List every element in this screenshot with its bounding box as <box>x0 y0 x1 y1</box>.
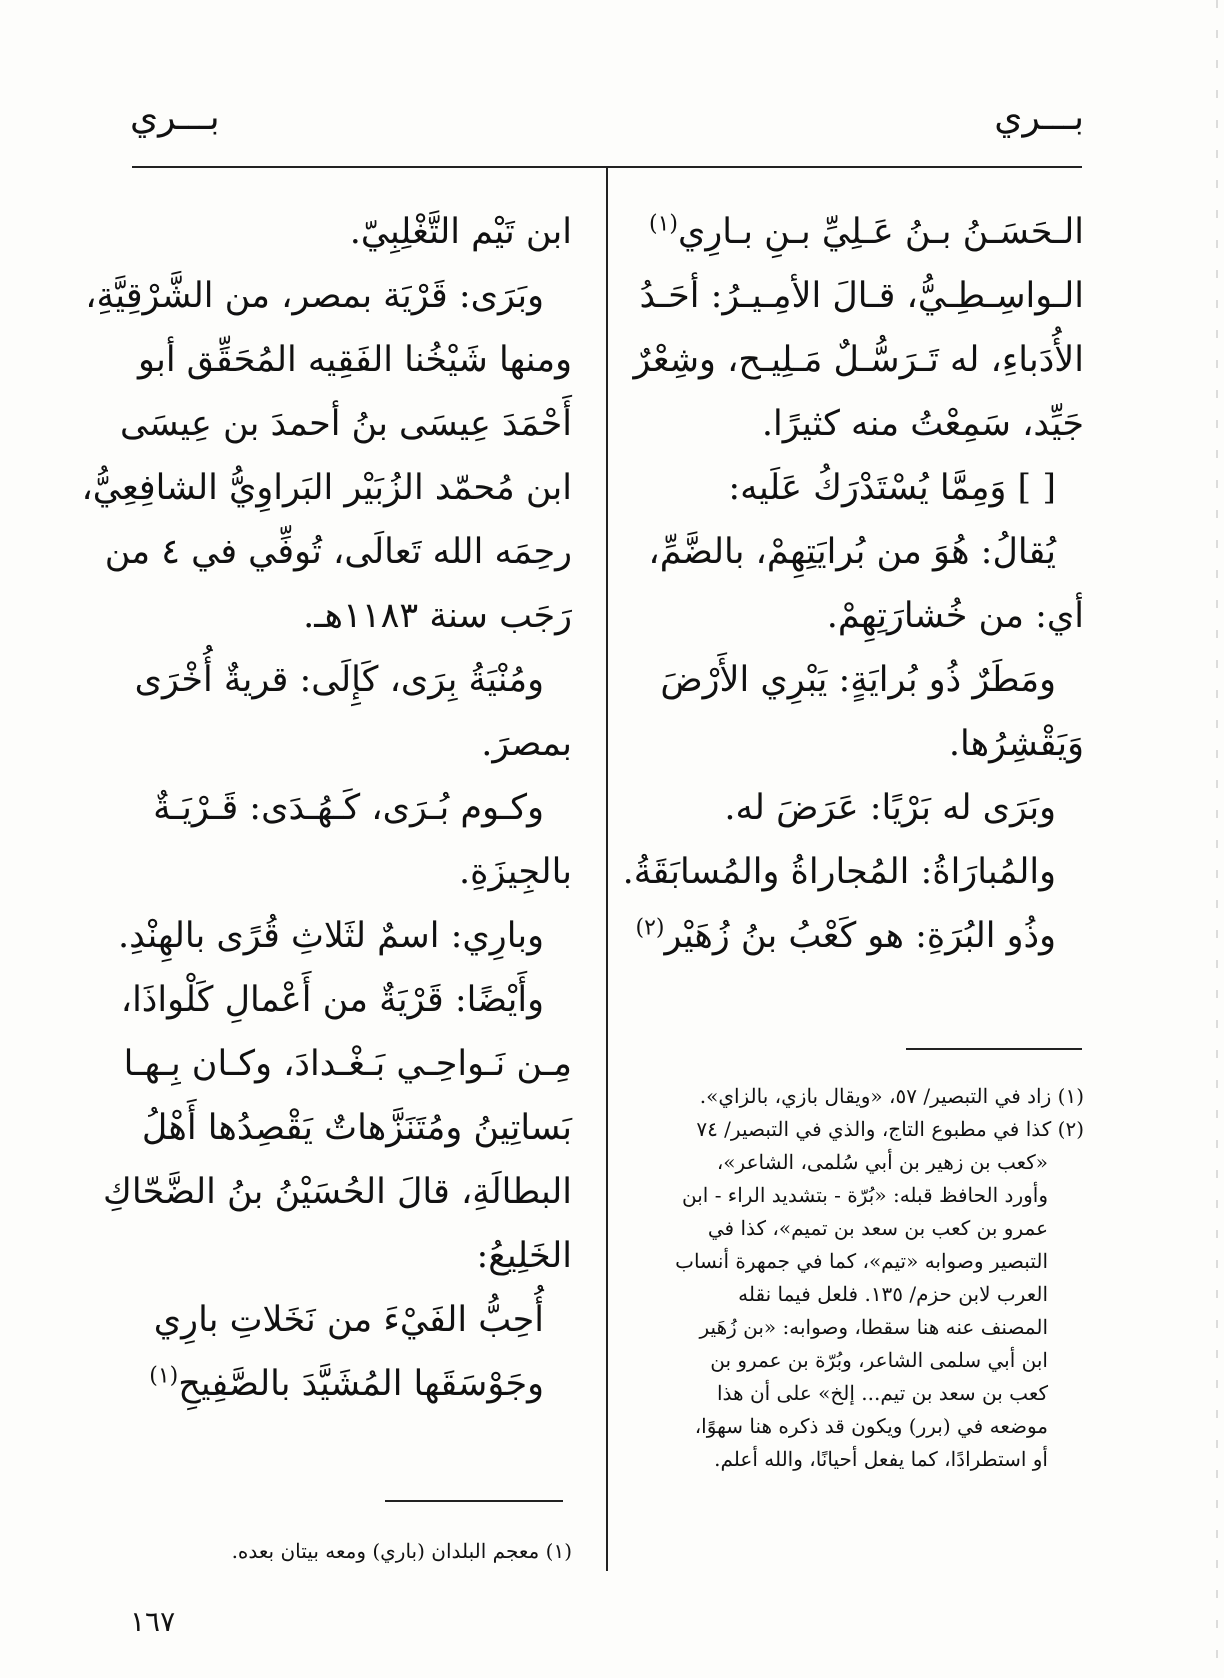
footnote-rule-left <box>385 1500 563 1502</box>
text-line: ومَطَرٌ ذُو بُرايَةٍ: يَبْرِي الأَرْضَ <box>660 660 1056 700</box>
text-line: وكـوم بُـرَى، كَـهُـدَى: قَـرْيَـةٌ <box>153 788 544 828</box>
footnote-line: «كعب بن زهير بن أبي سُلمى، الشاعر»، <box>716 1150 1048 1174</box>
footnote-line: وأورد الحافظ قبله: «بُرّة - بتشديد الراء - ابن <box>681 1183 1048 1207</box>
footnote-line: ابن أبي سلمى الشاعر، وبُرّة بن عمرو بن <box>710 1348 1048 1372</box>
text-line: البطالَةِ، قالَ الحُسَيْنُ بنُ الضَّحّاكِ <box>102 1172 572 1212</box>
footnote-line: عمرو بن كعب بن سعد بن تميم»، كذا في <box>707 1216 1048 1240</box>
text-line: وأَيْضًا: قَرْيَةٌ من أَعْمالِ كَلْواذَا، <box>120 980 544 1020</box>
footnote-line: كعب بن سعد بن تيم... إلخ» على أن هذا <box>716 1381 1048 1405</box>
left-footnotes <box>132 1535 572 1568</box>
text-line: ومُنْيَةُ بِرَى، كَإِلَى: قريةٌ أُخْرَى <box>134 660 544 700</box>
left-column <box>81 200 572 1416</box>
footnote-mark: (٢) <box>635 915 665 941</box>
text-line: وَيَقْشِرُها. <box>948 724 1084 764</box>
column-divider <box>606 166 608 1571</box>
verse-line: أُحِبُّ الفَيْءَ من نَخَلاتِ بارِي <box>153 1300 544 1340</box>
footnote-line: موضعه في (برر) ويكون قد ذكره هنا سهوًا، <box>694 1414 1048 1438</box>
text-line: وبَرَى له بَرْيًا: عَرَضَ له. <box>724 788 1056 828</box>
text-line: ابن تَيْم التَّغْلِبِيّ. <box>349 212 572 252</box>
right-footnotes <box>654 1080 1084 1476</box>
text-line: أَحْمَدَ عِيسَى بنُ أحمدَ بن عِيسَى <box>119 404 572 444</box>
text-line: [ ] وَمِمَّا يُسْتَدْرَكُ عَلَيه: <box>728 468 1056 508</box>
page-edge-marks <box>1216 0 1218 1678</box>
footnote-mark: (١) <box>648 211 678 237</box>
text-line: ومنها شَيْخُنا الفَقِيه المُحَقِّق أبو <box>138 340 572 380</box>
text-line: وبارِي: اسمٌ لثَلاثِ قُرًى بالهِنْدِ. <box>118 916 544 956</box>
text-line: الـواسِـطِـيُّ، قـالَ الأمِـيـرُ: أحَـدُ <box>639 276 1084 316</box>
footnote-line: العرب لابن حزم/ ١٣٥. فلعل فيما نقله <box>738 1282 1048 1306</box>
footnote-line: (١) معجم البلدان (باري) ومعه بيتان بعده. <box>231 1539 572 1563</box>
text-line: ابن مُحمّد الزُبَيْر البَراوِيُّ الشافِعِيُّ، <box>81 468 572 508</box>
page-number: ١٦٧ <box>130 1605 176 1638</box>
text-line: مِـن نَـواحِـي بَـغْـدادَ، وكـان بِـهـا <box>123 1044 572 1084</box>
text-line: جَيِّد، سَمِعْتُ منه كثيرًا. <box>761 404 1084 444</box>
text-line: بالجِيزَةِ. <box>459 852 572 892</box>
text-line: وبَرَى: قَرْيَة بمصر، من الشَّرْقِيَّةِ، <box>85 276 544 316</box>
text-line: بمصرَ. <box>481 724 572 764</box>
footnote-line: (١) زاد في التبصير/ ٥٧، «ويقال بازي، بالزاي». <box>699 1084 1084 1108</box>
footnote-rule-right <box>906 1048 1082 1050</box>
right-column <box>622 200 1084 968</box>
text-line: الخَلِيعُ: <box>476 1236 572 1276</box>
footnote-mark: (١) <box>149 1363 179 1389</box>
text-line: رَجَب سنة ١١٨٣هـ. <box>303 596 572 636</box>
text-line: أي: من خُشارَتِهِمْ. <box>826 596 1084 636</box>
text-line: والمُبارَاةُ: المُجاراةُ والمُسابَقَةُ. <box>622 852 1056 892</box>
header-root-left: بـــري <box>130 97 220 138</box>
text-line: الـحَسَـنُ بـنُ عَـلِيِّ بـنِ بـارِي$^{(١)}$ <box>648 211 1084 252</box>
text-line: بَساتِينُ ومُتَنَزَّهاتٌ يَقْصِدُها أَهْلُ <box>141 1108 572 1148</box>
footnote-line: المصنف عنه هنا سقطا، وصوابه: «بن زُهَير <box>699 1315 1048 1339</box>
verse-line: وجَوْسَقَها المُشَيَّدَ بالصَّفِيحِ$^{(١)}$ <box>149 1363 544 1404</box>
footnote-line: التبصير وصوابه «تيم»، كما في جمهرة أنساب <box>675 1249 1048 1273</box>
footnote-line: أو استطرادًا، كما يفعل أحيانًا، والله أعلم. <box>714 1447 1048 1471</box>
header-root-right: بـــري <box>994 97 1084 138</box>
footnote-line: (٢) كذا في مطبوع التاج، والذي في التبصير/ ٧٤ <box>696 1117 1084 1141</box>
text-line: وذُو البُرَةِ: هو كَعْبُ بنُ زُهَيْر$^{(٢)}$ <box>635 915 1056 956</box>
text-line: يُقالُ: هُوَ من بُرايَتِهِمْ، بالضَّمِّ، <box>648 532 1056 572</box>
text-line: رحِمَه الله تَعالَى، تُوفِّي في ٤ من <box>104 532 572 572</box>
text-line: الأُدَباءِ، له تَـرَسُّـلٌ مَـلِيـح، وشِعْرٌ <box>633 340 1084 380</box>
